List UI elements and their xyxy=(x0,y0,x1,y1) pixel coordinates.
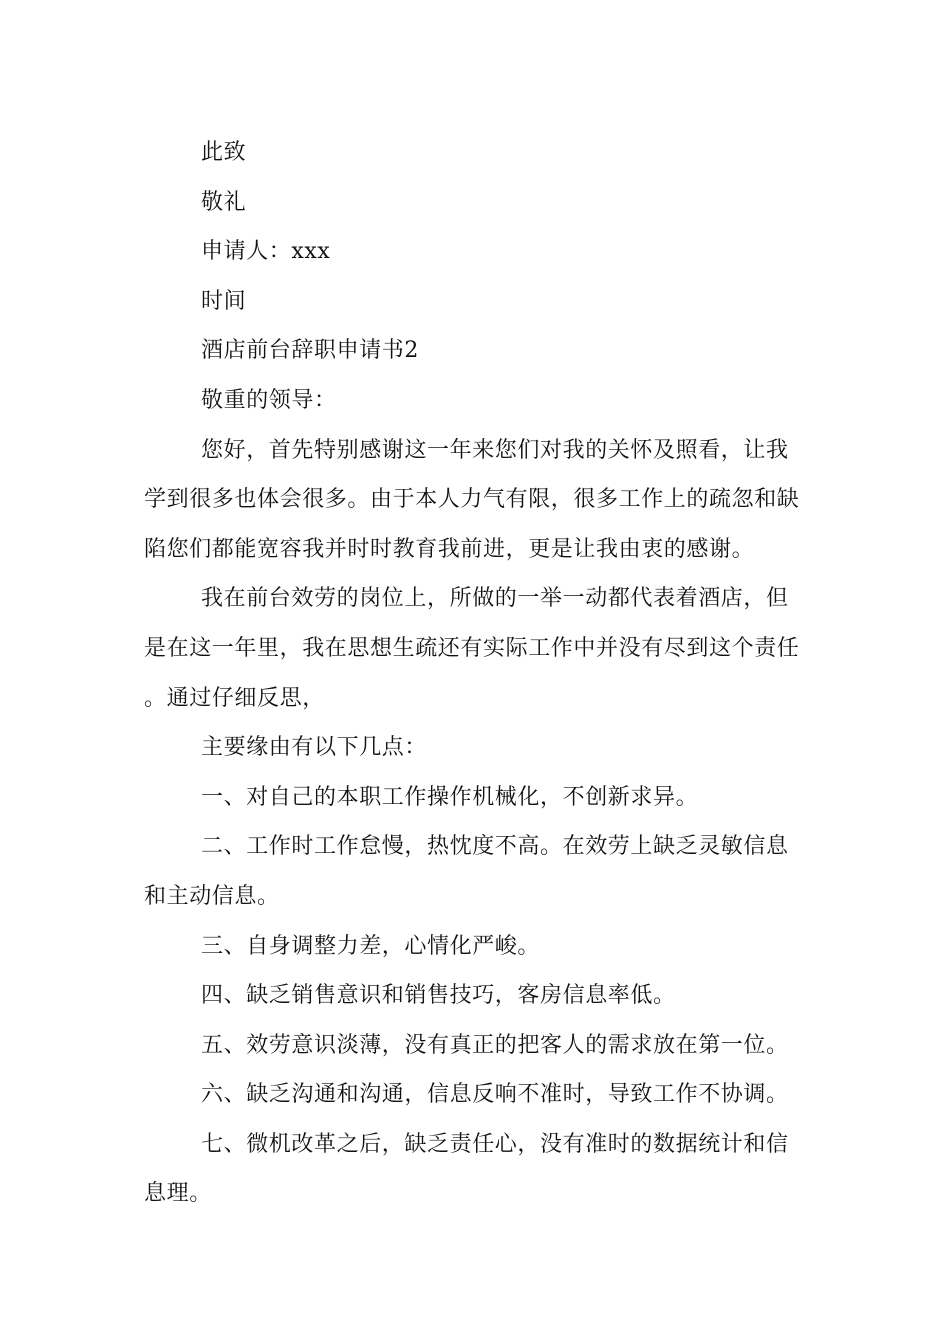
reason-item: 三、自身调整力差，心情化严峻。 xyxy=(201,933,541,959)
reasons-intro: 主要缘由有以下几点： xyxy=(201,735,428,761)
document-body xyxy=(144,128,810,1219)
body-paragraph: 我在前台效劳的岗位上，所做的一举一动都代表着酒店，但是在这一年里，我在思想生疏还有实际工作中并没有尽到这个责任。通过仔细反思， xyxy=(144,586,800,711)
reason-item: 一、对自己的本职工作操作机械化，不创新求异。 xyxy=(201,784,699,810)
reason-item: 四、缺乏销售意识和销售技巧，客房信息率低。 xyxy=(201,983,676,1009)
reason-item: 七、微机改革之后，缺乏责任心，没有准时的数据统计和信息理。 xyxy=(144,1131,789,1207)
section-title: 酒店前台辞职申请书2 xyxy=(201,338,419,364)
salutation: 敬重的领导： xyxy=(201,387,337,413)
reason-item: 五、效劳意识淡薄，没有真正的把客人的需求放在第一位。 xyxy=(201,1032,789,1058)
body-paragraph: 您好，首先特别感谢这一年来您们对我的关怀及照看，让我学到很多也体会很多。由于本人力气有限，很多工作上的疏忽和缺陷您们都能宽容我并时时教育我前进，更是让我由衷的感谢。 xyxy=(144,437,800,562)
reason-item: 六、缺乏沟通和沟通，信息反响不准时，导致工作不协调。 xyxy=(201,1082,789,1108)
reason-item: 二、工作时工作怠慢，热忱度不高。在效劳上缺乏灵敏信息和主动信息。 xyxy=(144,834,789,909)
applicant-line: 申请人：xxx xyxy=(201,239,331,265)
closing-line-1: 此致 xyxy=(201,140,247,165)
date-line: 时间 xyxy=(201,288,247,314)
closing-line-2: 敬礼 xyxy=(201,189,247,215)
